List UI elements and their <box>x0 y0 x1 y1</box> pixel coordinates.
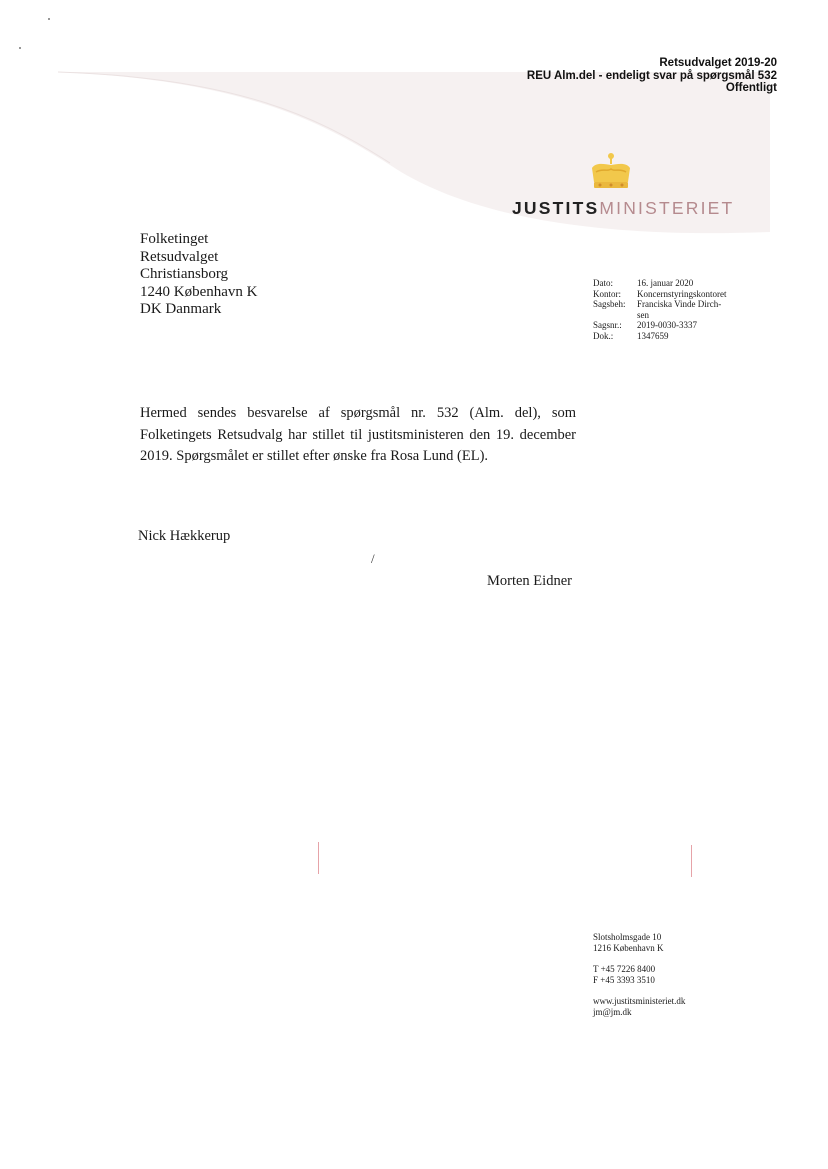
scan-speck <box>19 47 21 49</box>
handler-value-line: Franciska Vinde Dirch- <box>637 299 722 309</box>
logo-part-bold: JUSTITS <box>512 198 600 218</box>
doc-value: 1347659 <box>637 330 669 341</box>
recipient-line: Folketinget <box>140 231 209 247</box>
letter-body: Hermed sendes besvarelse af spørgsmål nr. 532 (Alm. del), som Folketingets Retsudvalg har stillet til justitsministeren den 19. december 2019. Spørgsmålet er stillet efter ønske fra Rosa Lund (EL). <box>140 405 576 464</box>
case-value: 2019-0030-3337 <box>637 320 697 330</box>
footer-city: 1216 København K <box>593 942 664 953</box>
office-label: Kontor: <box>593 288 621 299</box>
recipient-address <box>140 231 257 319</box>
logo-part-light: MINISTERIET <box>599 198 735 218</box>
minister-signature: Nick Hækkerup <box>138 528 231 544</box>
stamp-committee: Retsudvalget 2019-20 <box>659 57 777 69</box>
fold-mark <box>318 842 319 874</box>
footer-phone: T +45 7226 8400 <box>593 964 656 974</box>
footer-email: jm@jm.dk <box>593 1006 632 1017</box>
case-label: Sagsnr.: <box>593 320 622 330</box>
recipient-line: 1240 København K <box>140 283 258 300</box>
handler-label: Sagsbeh: <box>593 299 626 309</box>
footer-website: www.justitsministeriet.dk <box>593 996 686 1006</box>
handler-value-line: sen <box>637 309 649 320</box>
fold-mark <box>691 845 692 877</box>
handler-value <box>637 299 726 320</box>
official-signature: Morten Eidner <box>487 573 572 589</box>
recipient-line: Christiansborg <box>140 266 229 282</box>
sender-footer <box>593 932 685 1028</box>
scan-speck <box>48 18 50 20</box>
case-metadata <box>593 278 726 341</box>
document-stamp <box>527 57 777 95</box>
date-value: 16. januar 2020 <box>637 278 694 288</box>
doc-label: Dok.: <box>593 330 614 341</box>
recipient-line: DK Danmark <box>140 301 222 317</box>
office-value: Koncernstyringskontoret <box>637 288 727 299</box>
ministry-logo <box>512 198 734 219</box>
header-wave-graphic <box>0 0 828 260</box>
recipient-line: Retsudvalget <box>140 248 219 265</box>
stamp-status: Offentligt <box>725 82 777 94</box>
footer-fax: F +45 3393 3510 <box>593 974 655 985</box>
signature-slash: / <box>371 551 375 566</box>
crown-icon <box>588 152 634 192</box>
date-label: Dato: <box>593 278 613 288</box>
stamp-reference: REU Alm.del - endeligt svar på spørgsmål 532 <box>526 69 777 82</box>
footer-street: Slotsholmsgade 10 <box>593 932 662 942</box>
